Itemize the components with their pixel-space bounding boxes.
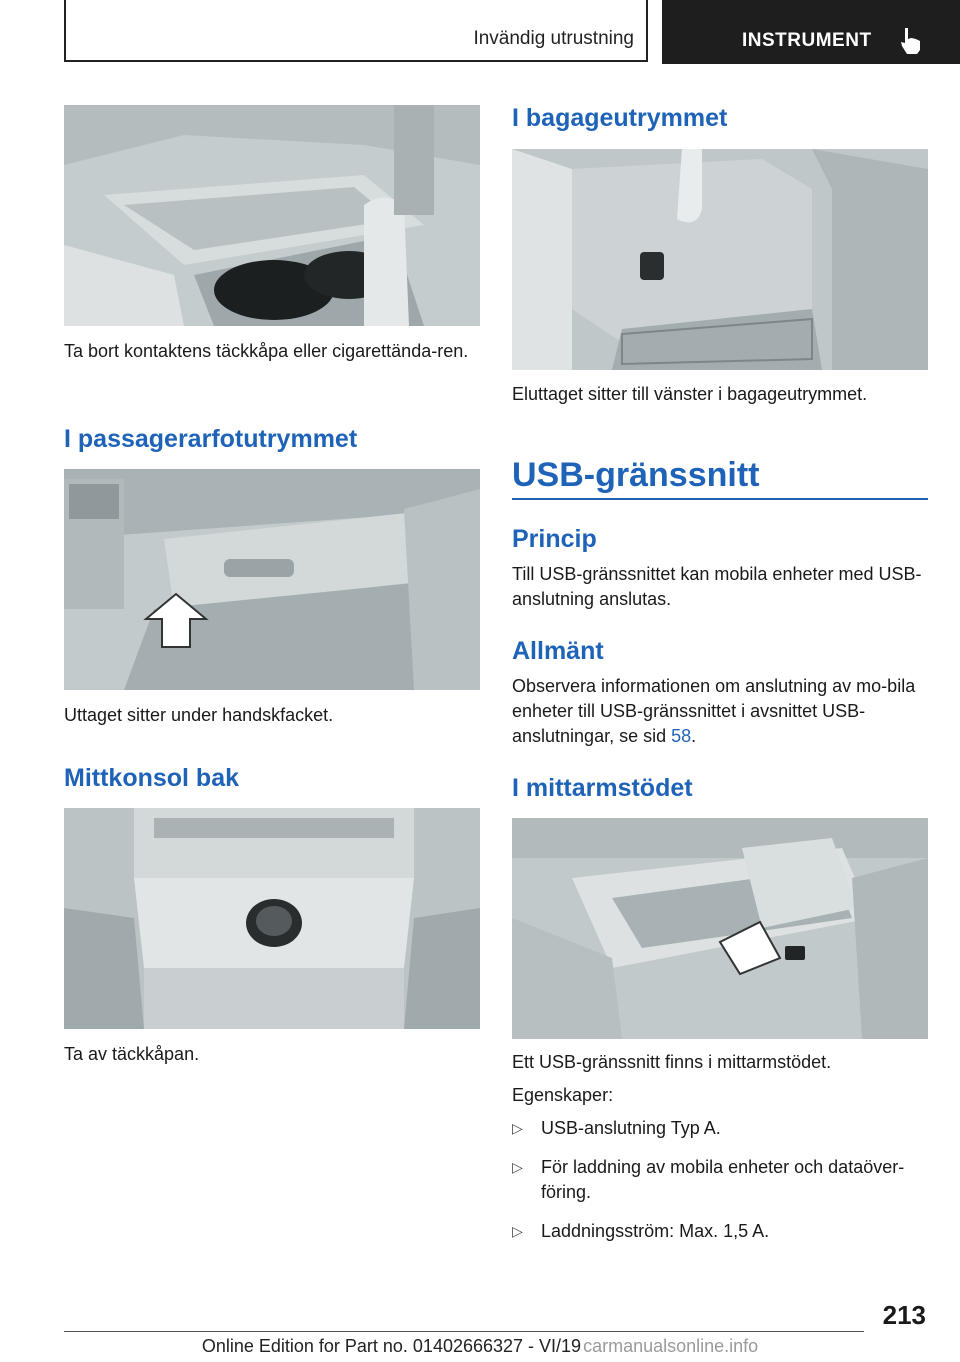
footer-edition-text: Online Edition for Part no. 01402666327 - VI/19 — [201, 1336, 582, 1356]
heading-rear-console: Mittkonsol bak — [64, 764, 240, 792]
figure-trunk — [512, 149, 928, 370]
heading-armrest: I mittarmstödet — [512, 774, 693, 802]
figure-center-console-front — [64, 105, 480, 326]
watermark-text: carmanualsonline.info — [583, 1336, 759, 1356]
general-text — [512, 674, 932, 749]
page-number: 213 — [882, 1300, 926, 1330]
header-section-tab — [64, 0, 648, 62]
general-text-body: Observera informationen om anslutning av mo-bila enheter till USB-gränssnittet i avsnittet USB-anslutningar, se sid — [512, 676, 916, 746]
header-section-title: Invändig utrustning — [473, 28, 634, 49]
list-item — [512, 1155, 932, 1205]
bullet-triangle-icon: ▷ — [512, 1223, 523, 1239]
heading-underline — [512, 498, 928, 500]
caption-remove-cover: Ta bort kontaktens täckkåpa eller cigarettända-ren. — [64, 341, 469, 361]
page-link-58[interactable]: 58 — [671, 726, 692, 746]
footer-edition — [0, 1336, 960, 1357]
heading-passenger-footwell: I passagerarfotutrymmet — [64, 425, 358, 453]
header-chapter-title: INSTRUMENT — [742, 30, 872, 51]
bullet-triangle-icon: ▷ — [512, 1159, 523, 1175]
caption-remove-cover-rear: Ta av täckkåpan. — [64, 1044, 200, 1064]
property-text: USB-anslutning Typ A. — [541, 1118, 721, 1138]
bullet-triangle-icon: ▷ — [512, 1120, 523, 1136]
heading-general: Allmänt — [512, 637, 604, 665]
figure-rear-console — [64, 808, 480, 1029]
caption-usb-in-armrest: Ett USB-gränssnitt finns i mittarmstödet. — [512, 1052, 832, 1072]
general-text-end: . — [691, 726, 697, 746]
figure-passenger-footwell — [64, 469, 480, 690]
property-text: Laddningsström: Max. 1,5 A. — [541, 1221, 770, 1241]
figure-center-armrest — [512, 818, 928, 1039]
heading-usb-interface: USB-gränssnitt — [512, 456, 760, 494]
caption-trunk-socket: Eluttaget sitter till vänster i bagageutrymmet. — [512, 384, 868, 404]
properties-list — [512, 1116, 932, 1258]
heading-trunk: I bagageutrymmet — [512, 104, 728, 132]
principle-text: Till USB-gränssnittet kan mobila enheter med USB-anslutning anslutas. — [512, 564, 922, 609]
caption-socket-under-glovebox: Uttaget sitter under handskfacket. — [64, 705, 334, 725]
footer-rule — [64, 1331, 864, 1332]
heading-principle: Princip — [512, 525, 597, 553]
property-text: För laddning av mobila enheter och dataöver-föring. — [541, 1157, 905, 1202]
properties-label: Egenskaper: — [512, 1085, 614, 1105]
header-chapter-tab — [662, 0, 960, 64]
list-item — [512, 1116, 932, 1141]
list-item — [512, 1219, 932, 1244]
pointing-hand-icon — [898, 26, 924, 56]
